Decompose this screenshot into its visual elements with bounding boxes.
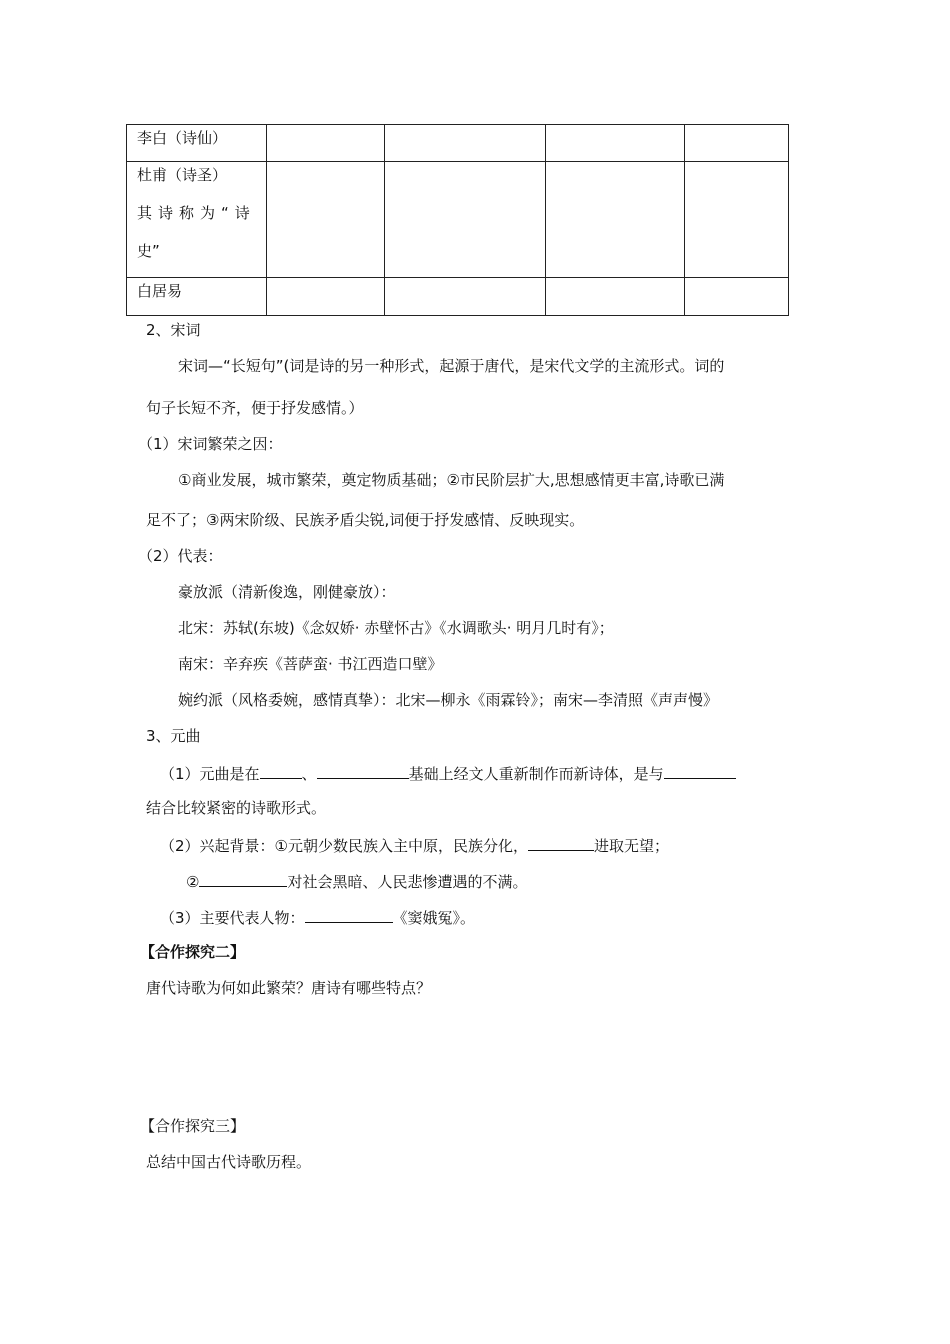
text: 对社会黑暗、人民悲惨遭遇的不满。: [287, 873, 528, 891]
paragraph-line: 北宋：苏轼(东坡)《念奴娇· 赤壁怀古》《水调歌头· 明月几时有》；: [178, 619, 614, 637]
poet-line: 史”: [137, 242, 160, 260]
text: （3）主要代表人物：: [160, 909, 305, 927]
table-cell: [685, 162, 789, 278]
paragraph-line: 结合比较紧密的诗歌形式。: [146, 799, 327, 817]
table-cell: [546, 278, 685, 316]
text: （2）兴起背景：①元朝少数民族入主中原，民族分化，: [160, 837, 528, 855]
poet-line: 其诗称为“诗: [137, 204, 256, 222]
poets-table: [126, 124, 789, 316]
table-cell: [385, 278, 546, 316]
text: 《窦娥冤》。: [392, 909, 476, 927]
answer-blank[interactable]: [528, 834, 594, 851]
paragraph-line: 婉约派（风格委婉，感情真挚）：北宋—柳永《雨霖铃》；南宋—李清照《声声慢》: [178, 691, 719, 709]
table-cell: [267, 162, 385, 278]
text: ②: [186, 873, 200, 891]
table-cell: [546, 125, 685, 162]
answer-blank[interactable]: [305, 906, 393, 923]
table-cell: [127, 278, 267, 316]
paragraph-line: 南宋：辛弃疾《菩萨蛮· 书江西造口壁》: [178, 655, 443, 673]
table-cell: [385, 125, 546, 162]
paragraph-line: 豪放派（清新俊逸，刚健豪放）：: [178, 583, 396, 601]
text: 基础上经文人重新制作而新诗体，是与: [408, 765, 664, 783]
table-cell: [685, 125, 789, 162]
explore-heading: 【合作探究二】: [140, 943, 246, 961]
answer-blank[interactable]: [317, 762, 409, 779]
poet-line: 杜甫（诗圣）: [137, 166, 228, 184]
poet-name: [127, 156, 266, 270]
subheading: （1）宋词繁荣之因：: [138, 435, 283, 453]
fill-in-line: [160, 906, 475, 928]
table-cell: [685, 278, 789, 316]
table-row: [127, 162, 789, 278]
paragraph-line: ①商业发展，城市繁荣，奠定物质基础；②市民阶层扩大,思想感情更丰富,诗歌已满: [178, 471, 725, 489]
table-cell: [385, 162, 546, 278]
fill-in-line: [186, 870, 527, 892]
table-cell: [127, 162, 267, 278]
poet-name: 白居易: [137, 282, 183, 300]
answer-blank[interactable]: [199, 870, 287, 887]
table-cell: [267, 278, 385, 316]
explore-heading: 【合作探究三】: [140, 1117, 246, 1135]
table-cell: [546, 162, 685, 278]
section-heading-song-ci: 2、宋词: [146, 321, 201, 339]
table-row: [127, 278, 789, 316]
table-cell: [267, 125, 385, 162]
fill-in-line: [160, 834, 669, 856]
fill-in-line: [160, 762, 736, 784]
subheading: （2）代表：: [138, 547, 223, 565]
paragraph-line: 宋词—“长短句”(词是诗的另一种形式，起源于唐代，是宋代文学的主流形式。词的: [178, 357, 725, 375]
paragraph-line: 句子长短不齐，便于抒发感情。）: [146, 399, 364, 417]
text: （1）元曲是在: [160, 765, 260, 783]
text: 、: [301, 765, 317, 783]
paragraph-line: 足不了；③两宋阶级、民族矛盾尖锐,词便于抒发感情、反映现实。: [146, 511, 585, 529]
answer-blank[interactable]: [664, 762, 736, 779]
question-text: 唐代诗歌为何如此繁荣？唐诗有哪些特点？: [146, 979, 432, 997]
section-heading-yuan-qu: 3、元曲: [146, 727, 201, 745]
text: 进取无望；: [594, 837, 670, 855]
answer-blank[interactable]: [260, 762, 302, 779]
question-text: 总结中国古代诗歌历程。: [146, 1153, 312, 1171]
poet-name: 李白（诗仙）: [137, 129, 228, 147]
